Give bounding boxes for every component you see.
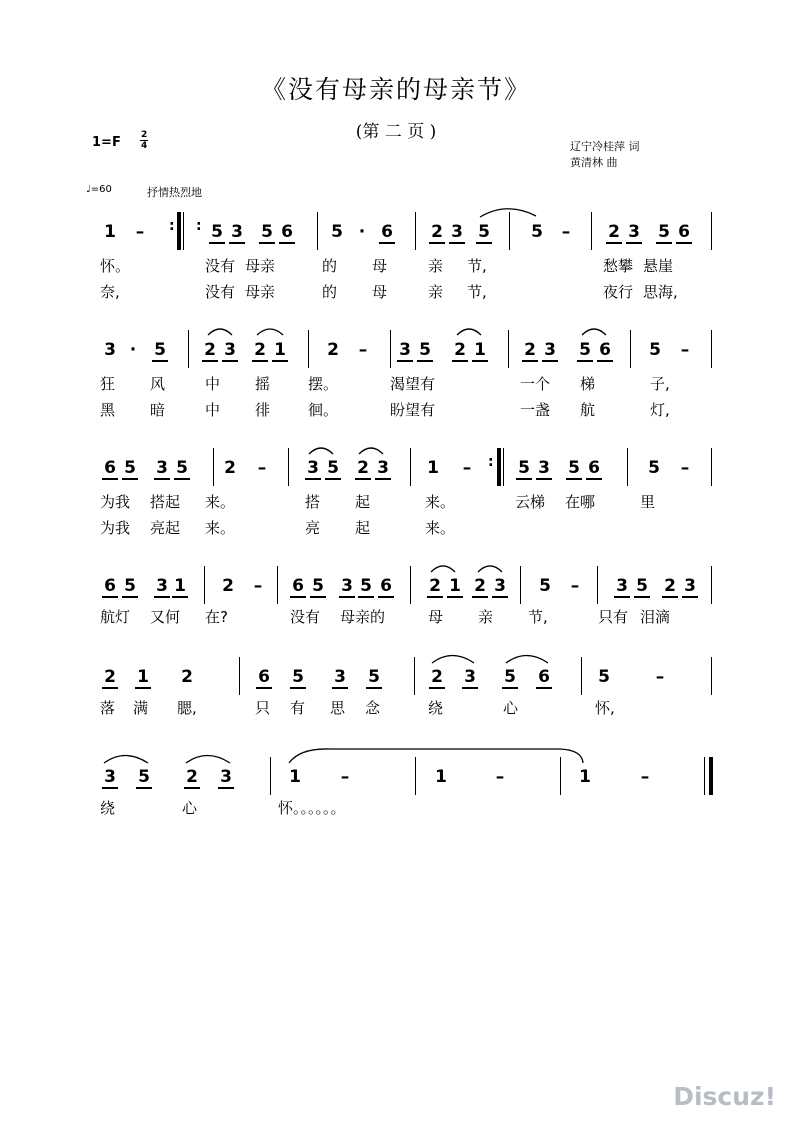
note: 5 (290, 667, 306, 689)
dash: – (462, 458, 472, 478)
watermark-logo: Discuz! (673, 1082, 776, 1111)
note: 2 (224, 458, 236, 478)
lyric: 来。 (425, 519, 456, 537)
lyric: 盼望有 (390, 401, 436, 419)
note: 5 (358, 576, 374, 598)
lyric: 一盏 (520, 401, 551, 419)
repeat-dots: : (169, 218, 175, 234)
lyric: 起 (355, 493, 371, 511)
note: 3 (339, 576, 355, 598)
expression-mark: 抒情热烈地 (147, 186, 202, 199)
note: 1 (579, 767, 591, 787)
note: 2 (327, 340, 339, 360)
note: 5 (656, 222, 672, 244)
note: 5 (516, 458, 532, 480)
note: 1 (135, 667, 151, 689)
lyric: 腮, (177, 699, 197, 717)
dash: – (561, 222, 571, 242)
lyric: 亲 (428, 283, 444, 301)
note: 3 (462, 667, 478, 689)
lyric: 在哪 (565, 493, 596, 511)
note: 3 (375, 458, 391, 480)
lyric: 节, (528, 608, 548, 626)
dash: – (253, 576, 263, 596)
lyric: 母亲 (245, 257, 276, 275)
note: 3 (614, 576, 630, 598)
lyric: 在? (205, 608, 228, 626)
note: 2 (202, 340, 218, 362)
note: 6 (102, 576, 118, 598)
repeat-dots: : (196, 218, 202, 234)
lyric: 母 (372, 257, 388, 275)
note: 5 (649, 340, 661, 360)
lyric: 只有 (598, 608, 629, 626)
note: 2 (429, 667, 445, 689)
lyric: 一个 (520, 375, 551, 393)
lyric: 来。 (205, 493, 236, 511)
lyric: 航 (580, 401, 596, 419)
lyric: 母 (372, 283, 388, 301)
note: 6 (256, 667, 272, 689)
lyric: 亲 (478, 608, 494, 626)
lyric: 的 (322, 283, 338, 301)
lyricist-credit: 辽宁冷桂萍 词 (570, 140, 640, 153)
note: 1 (172, 576, 188, 598)
note: 2 (181, 667, 193, 687)
note: 6 (102, 458, 118, 480)
dash: – (340, 767, 350, 787)
page-label: (第 二 页 ) (355, 122, 437, 142)
dash: – (640, 767, 650, 787)
dash: – (570, 576, 580, 596)
key-signature: 1=F (92, 135, 121, 150)
dash: – (135, 222, 145, 242)
lyric: 中 (205, 401, 221, 419)
note: 5 (476, 222, 492, 244)
lyric: 狂 (100, 375, 116, 393)
lyric: 暗 (150, 401, 166, 419)
note: 5 (174, 458, 190, 480)
slur (289, 749, 583, 763)
lyric: 的 (322, 257, 338, 275)
lyric: 没有 (205, 257, 236, 275)
note: 6 (290, 576, 306, 598)
lyric: 母亲的 (340, 608, 386, 626)
note: 2 (427, 576, 443, 598)
note: 3 (492, 576, 508, 598)
lyric: 怀。 (100, 257, 131, 275)
lyric: 里 (640, 493, 656, 511)
note: 5 (136, 767, 152, 789)
note: 5 (648, 458, 660, 478)
dash: – (257, 458, 267, 478)
lyric: 怀, (595, 699, 615, 717)
lyric: 念 (365, 699, 381, 717)
note: 5 (122, 576, 138, 598)
note: 5 (577, 340, 593, 362)
note: 3 (222, 340, 238, 362)
note: 3 (102, 767, 118, 789)
lyric: 思 (330, 699, 346, 717)
time-signature-top: 2 (141, 130, 148, 140)
slur (104, 756, 148, 764)
lyric: 为我 (100, 493, 131, 511)
note: 3 (626, 222, 642, 244)
lyric: 没有 (290, 608, 321, 626)
note: 2 (662, 576, 678, 598)
slur (582, 329, 606, 335)
note: 5 (325, 458, 341, 480)
dash: – (680, 340, 690, 360)
slur (208, 329, 232, 335)
lyric: 黑 (100, 401, 116, 419)
note: 3 (397, 340, 413, 362)
lyric: 云梯 (515, 493, 546, 511)
lyric: 母 (428, 608, 444, 626)
lyric: 思海, (643, 283, 678, 301)
note: 2 (184, 767, 200, 789)
slur (359, 448, 383, 454)
lyric: 摇 (255, 375, 271, 393)
note: 1 (272, 340, 288, 362)
lyric: 满 (133, 699, 149, 717)
note: 3 (104, 340, 116, 360)
note: 1 (104, 222, 116, 242)
note: 5 (566, 458, 582, 480)
note: 2 (102, 667, 118, 689)
dash: – (358, 340, 368, 360)
note: 3 (449, 222, 465, 244)
slur (432, 656, 474, 664)
note: 5 (366, 667, 382, 689)
lyric: 徊。 (308, 401, 339, 419)
lyric: 为我 (100, 519, 131, 537)
note: 2 (606, 222, 622, 244)
lyric: 绕 (428, 699, 444, 717)
lyric: 来。 (425, 493, 456, 511)
note: 1 (472, 340, 488, 362)
note: 6 (586, 458, 602, 480)
lyric: 只 (255, 699, 271, 717)
note: 3 (305, 458, 321, 480)
note: 3 (536, 458, 552, 480)
note: 1 (427, 458, 439, 478)
note: 1 (435, 767, 447, 787)
note: 3 (682, 576, 698, 598)
lyric: 中 (205, 375, 221, 393)
lyric: 悬崖 (643, 257, 674, 275)
lyric: 没有 (205, 283, 236, 301)
note: 5 (152, 340, 168, 362)
note: 6 (676, 222, 692, 244)
slur (186, 756, 230, 764)
lyric: 徘 (255, 401, 271, 419)
lyric: 灯, (650, 401, 670, 419)
note: 3 (154, 576, 170, 598)
note: 3 (332, 667, 348, 689)
lyric: 梯 (580, 375, 596, 393)
note: 2 (252, 340, 268, 362)
slur (257, 329, 283, 335)
note: 5 (331, 222, 343, 242)
note: 2 (222, 576, 234, 596)
note: 5 (310, 576, 326, 598)
note: 5 (634, 576, 650, 598)
lyric: 心 (182, 799, 198, 817)
lyric: 搭起 (150, 493, 181, 511)
dot: · (129, 340, 137, 360)
lyric: 愁攀 (603, 257, 634, 275)
note: 3 (229, 222, 245, 244)
lyric: 来。 (205, 519, 236, 537)
note: 1 (447, 576, 463, 598)
lyric: 泪滴 (640, 608, 671, 626)
note: 2 (429, 222, 445, 244)
dash: – (495, 767, 505, 787)
lyric: 亲 (428, 257, 444, 275)
composer-credit: 黄清林 曲 (570, 156, 618, 169)
lyric: 亮 (305, 519, 321, 537)
note: 2 (472, 576, 488, 598)
note: 2 (355, 458, 371, 480)
slur (309, 448, 333, 454)
lyric: 绕 (100, 799, 116, 817)
note: 6 (279, 222, 295, 244)
lyric: 落 (100, 699, 116, 717)
lyric: 节, (467, 283, 487, 301)
lyric: 渴望有 (390, 375, 436, 393)
lyric: 夜行 (603, 283, 634, 301)
dot: · (358, 222, 366, 242)
lyric: 搭 (305, 493, 321, 511)
note: 2 (452, 340, 468, 362)
lyric: 航灯 (100, 608, 131, 626)
slur (480, 209, 536, 217)
note: 2 (522, 340, 538, 362)
note: 5 (122, 458, 138, 480)
lyric: 节, (467, 257, 487, 275)
lyric: 有 (290, 699, 306, 717)
lyric: 又何 (150, 608, 181, 626)
note: 1 (289, 767, 301, 787)
note: 3 (542, 340, 558, 362)
note: 5 (417, 340, 433, 362)
time-signature-bottom: 4 (141, 141, 148, 151)
note: 5 (539, 576, 551, 596)
lyric: 起 (355, 519, 371, 537)
note: 5 (502, 667, 518, 689)
tempo-mark: ♩=60 (86, 184, 112, 195)
dash: – (680, 458, 690, 478)
note: 5 (209, 222, 225, 244)
note: 6 (379, 222, 395, 244)
lyric: 摆。 (308, 375, 339, 393)
lyric: 怀。。。。。。 (278, 799, 346, 817)
slur (431, 566, 455, 572)
song-title: 《没有母亲的母亲节》 (260, 75, 531, 104)
repeat-dots: : (488, 454, 494, 470)
lyric: 心 (503, 699, 519, 717)
lyric: 风 (150, 375, 166, 393)
dash: – (655, 667, 665, 687)
note: 6 (378, 576, 394, 598)
note: 3 (154, 458, 170, 480)
note: 5 (259, 222, 275, 244)
note: 6 (536, 667, 552, 689)
slur (457, 329, 481, 335)
note: 5 (531, 222, 543, 242)
note: 5 (598, 667, 610, 687)
lyric: 亮起 (150, 519, 181, 537)
note: 6 (597, 340, 613, 362)
lyric: 子, (650, 375, 670, 393)
slur (478, 566, 502, 572)
lyric: 奈, (100, 283, 120, 301)
slur (506, 656, 548, 664)
lyric: 母亲 (245, 283, 276, 301)
note: 3 (218, 767, 234, 789)
